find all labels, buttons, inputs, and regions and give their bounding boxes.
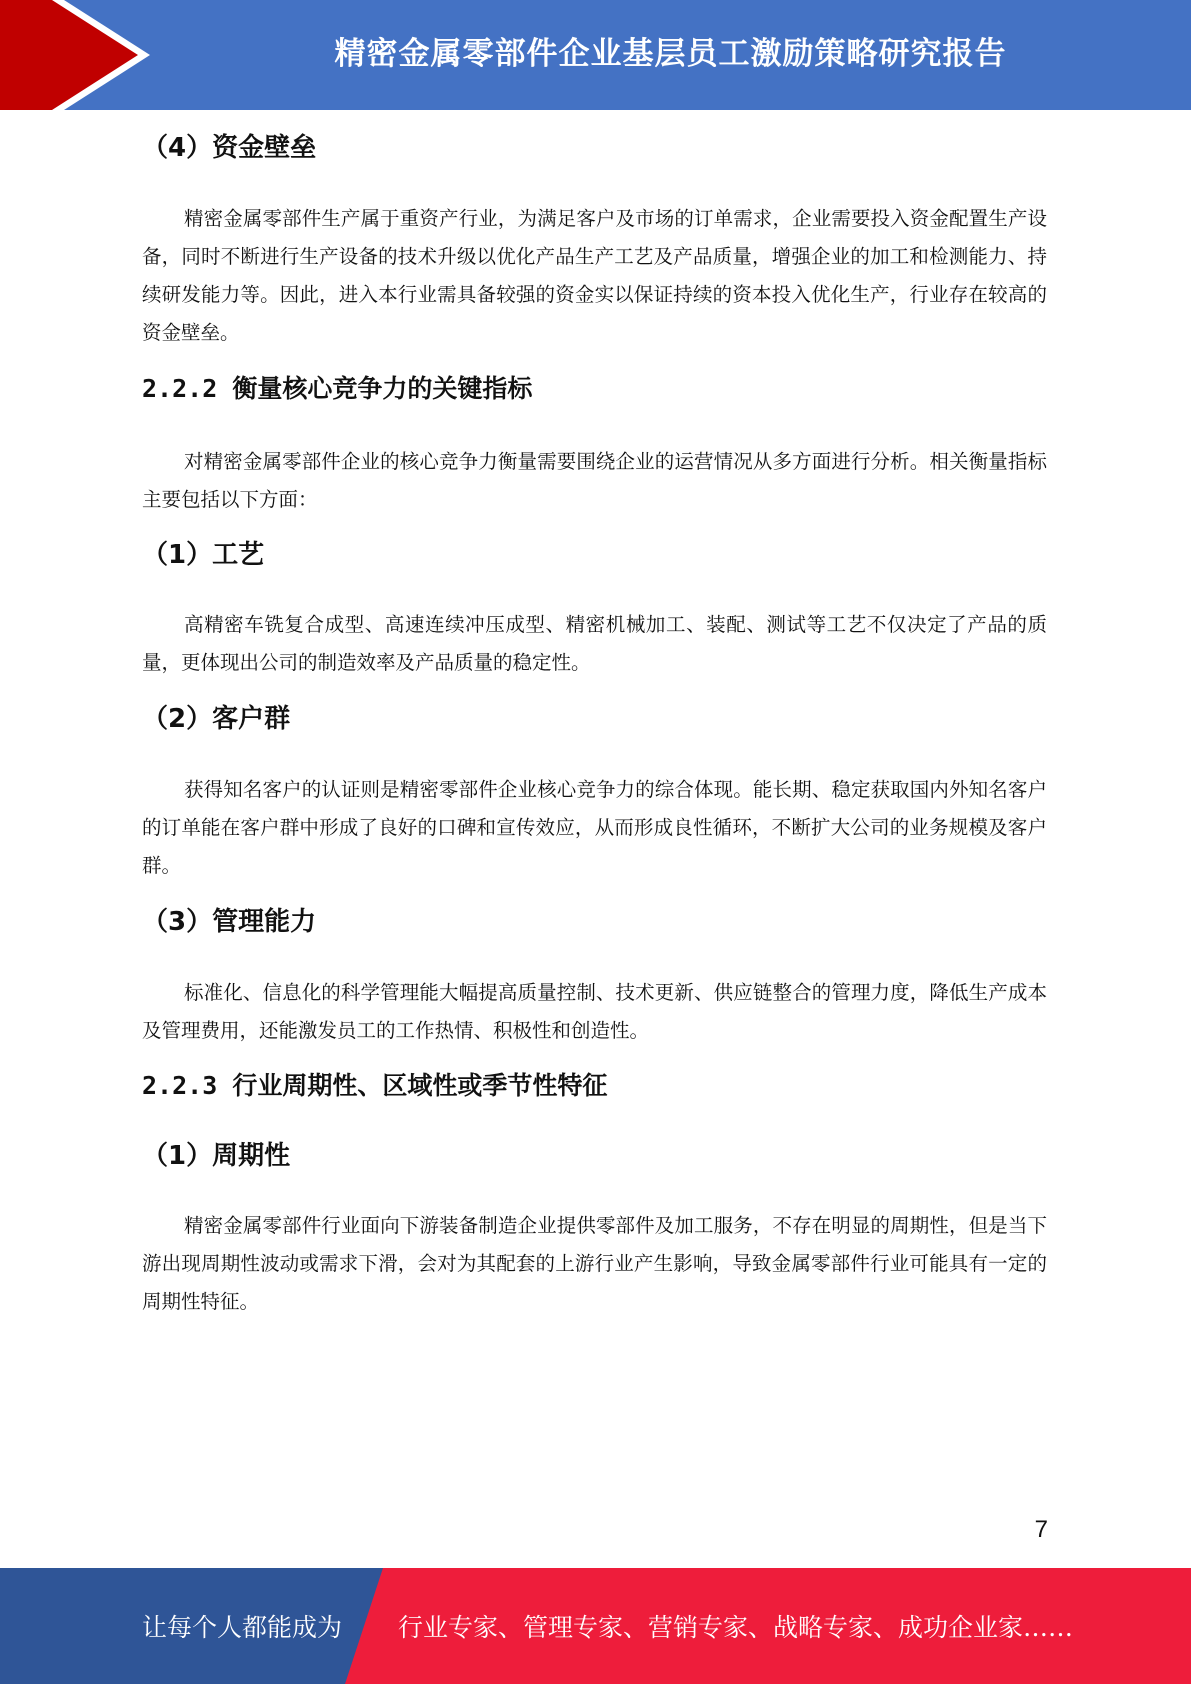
footer-slogan-left: 让每个人都能成为 xyxy=(142,1613,343,1642)
footer-slogan-right: 行业专家、管理专家、营销专家、战略专家、成功企业家…… xyxy=(398,1613,1074,1642)
section-title: 行业周期性、区域性或季节性特征 xyxy=(232,1071,608,1100)
paragraph-indicators-intro: 对精密金属零部件企业的核心竞争力衡量需要围绕企业的运营情况从多方面进行分析。相关衡量指标主要包括以下方面： xyxy=(142,450,1047,511)
paragraph-customers: 获得知名客户的认证则是精密零部件企业核心竞争力的综合体现。能长期、稳定获取国内外知名客户的订单能在客户群中形成了良好的口碑和宣传效应，从而形成良性循环，不断扩大公司的业务规模及客户群。 xyxy=(142,778,1047,877)
header-chevron-graphic xyxy=(0,0,160,110)
section-number: 2.2.3 xyxy=(142,1071,218,1100)
paragraph-capital-barrier: 精密金属零部件生产属于重资产行业，为满足客户及市场的订单需求，企业需要投入资金配置生产设备，同时不断进行生产设备的技术升级以优化产品生产工艺及产品质量，增强企业的加工和检测能力、持续研发能力等。因此，进入本行业需具备较强的资金实以保证持续的资本投入优化生产，行业存在较高的资金壁垒。 xyxy=(142,207,1047,344)
section-number: 2.2.2 xyxy=(142,374,218,403)
section-heading-2-2-3 xyxy=(142,1066,1047,1106)
subheading-process: （1）工艺 xyxy=(142,540,265,570)
subheading-cyclicality: （1）周期性 xyxy=(142,1141,291,1171)
page-number: 7 xyxy=(1034,1516,1048,1543)
paragraph-cyclicality: 精密金属零部件行业面向下游装备制造企业提供零部件及加工服务，不存在明显的周期性，但是当下游出现周期性波动或需求下滑，会对为其配套的上游行业产生影响，导致金属零部件行业可能具有一定的周期性特征。 xyxy=(142,1214,1047,1313)
document-body xyxy=(142,128,1047,1321)
section-title: 衡量核心竞争力的关键指标 xyxy=(232,374,533,403)
paragraph-process: 高精密车铣复合成型、高速连续冲压成型、精密机械加工、装配、测试等工艺不仅决定了产品的质量，更体现出公司的制造效率及产品质量的稳定性。 xyxy=(142,613,1047,674)
page-header xyxy=(0,0,1191,110)
section-heading-2-2-2 xyxy=(142,369,1047,409)
paragraph-management: 标准化、信息化的科学管理能大幅提高质量控制、技术更新、供应链整合的管理力度，降低生产成本及管理费用，还能激发员工的工作热情、积极性和创造性。 xyxy=(142,981,1047,1042)
subheading-capital-barrier: （4）资金壁垒 xyxy=(142,133,317,163)
subheading-management: （3）管理能力 xyxy=(142,907,317,937)
page-footer xyxy=(0,1568,1191,1684)
subheading-customers: （2）客户群 xyxy=(142,704,291,734)
report-title: 精密金属零部件企业基层员工激励策略研究报告 xyxy=(334,35,1007,72)
